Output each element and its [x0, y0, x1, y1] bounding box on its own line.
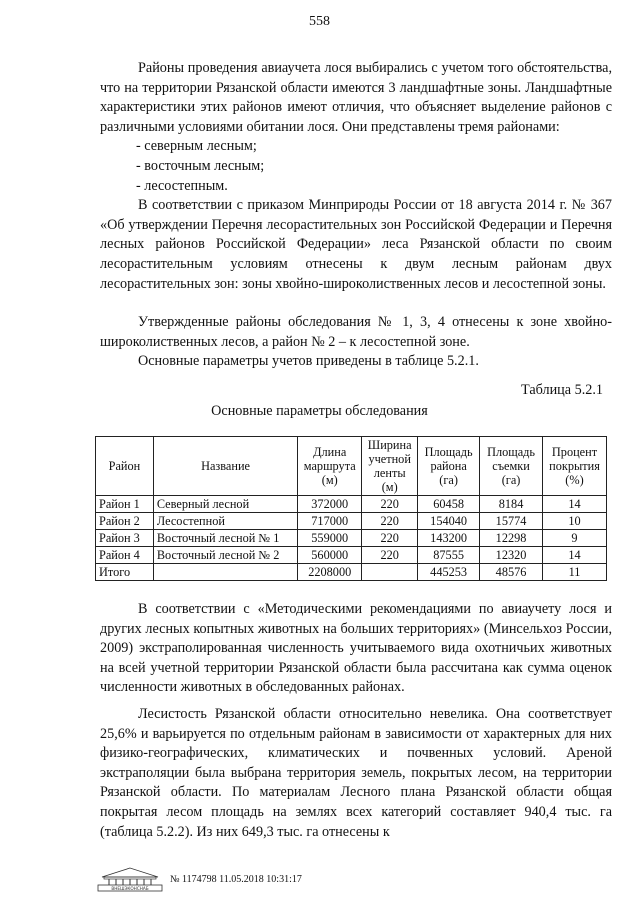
table-cell: 15774: [480, 513, 543, 530]
table-total-row: [96, 564, 607, 581]
table-cell: 220: [362, 513, 418, 530]
forest-cover-text: [100, 705, 612, 842]
header-cell: Ширина учетной ленты (м): [362, 437, 418, 496]
table-cell: 87555: [418, 547, 480, 564]
table-cell: 12298: [480, 530, 543, 547]
methodology-text: [100, 600, 612, 698]
header-cell: Район: [96, 437, 154, 496]
list-item: - северным лесным;: [136, 138, 257, 155]
document-footer: [96, 866, 302, 892]
paragraph-forest-cover: Лесистость Рязанской области относительно невелика. Она соответствует 25,6% и варьируется по отдельным районам в зависимости от характерных для них физико-географических, климатических и почвенных условий. Ареной экстраполяции была выбрана территория земель, покрытых лесом, на территории Рязанской области. По материалам Лесного плана Рязанской области общая покрытая лесом площадь на землях всех категорий составляет 940,4 тыс. га (таблица 5.2.2). Из них 649,3 тыс. га отнесены к: [100, 706, 612, 840]
paragraph-zones: Утвержденные районы обследования № 1, 3, 4 отнесены к зоне хвойно-широколиственных лесов, а район № 2 – к лесостепной зоне.: [100, 314, 612, 350]
header-cell: Площадь района (га): [418, 437, 480, 496]
document-id: № 1174798 11.05.2018 10:31:17: [170, 873, 302, 885]
paragraph-order: В соответствии с приказом Минприроды России от 18 августа 2014 г. № 367 «Об утверждении Перечня лесорастительных зон Российской Федерации и Перечня лесных районов Российской Федерации» леса Рязанской области по своим лесорастительным условиям отнесены к двум лесным районам двух лесорастительных зон: зоны хвойно-широколиственных лесов и лесостепной зоны.: [100, 197, 612, 292]
table-cell: 12320: [480, 547, 543, 564]
table-cell: Итого: [96, 564, 154, 581]
table-cell: 14: [543, 496, 607, 513]
list-item: - восточным лесным;: [136, 157, 265, 174]
table-cell: 445253: [418, 564, 480, 581]
table-cell: 220: [362, 530, 418, 547]
table-header-row: [96, 437, 607, 496]
table-cell: Восточный лесной № 2: [153, 547, 297, 564]
table-row: [96, 513, 607, 530]
table-row: [96, 547, 607, 564]
table-cell: 143200: [418, 530, 480, 547]
table-cell: 372000: [298, 496, 362, 513]
table-cell: 9: [543, 530, 607, 547]
table-cell: Восточный лесной № 1: [153, 530, 297, 547]
table-row: [96, 530, 607, 547]
table-cell: 11: [543, 564, 607, 581]
table-cell: 60458: [418, 496, 480, 513]
table-cell: 154040: [418, 513, 480, 530]
table-cell: 14: [543, 547, 607, 564]
table-cell: [362, 564, 418, 581]
header-cell: Название: [153, 437, 297, 496]
intro-text: [100, 59, 612, 294]
paragraph-regions: Районы проведения авиаучета лося выбирались с учетом того обстоятельства, что на территории Рязанской области имеются 3 ландшафтные зоны. Ландшафтные характеристики этих районов имеют отличия, что объясняет выделение районов с различными условиями обитании лося. Они представлены тремя районами:: [100, 60, 612, 135]
table-cell: Северный лесной: [153, 496, 297, 513]
paragraph-table-ref: Основные параметры учетов приведены в таблице 5.2.1.: [138, 353, 479, 370]
table-cell: 2208000: [298, 564, 362, 581]
header-cell: Процент покрытия (%): [543, 437, 607, 496]
table-cell: Район 1: [96, 496, 154, 513]
table-cell: Лесостепной: [153, 513, 297, 530]
parameters-table: [95, 436, 607, 581]
table-cell: Район 3: [96, 530, 154, 547]
table-caption: Основные параметры обследования: [211, 403, 428, 419]
table-cell: 48576: [480, 564, 543, 581]
intro-text-2: [100, 313, 612, 372]
table-number: Таблица 5.2.1: [521, 382, 603, 398]
table-cell: [153, 564, 297, 581]
header-cell: Площадь съемки (га): [480, 437, 543, 496]
table-cell: 220: [362, 496, 418, 513]
stamp-label: ВНЕШЭКОНСНАБ: [111, 886, 149, 891]
table-cell: 717000: [298, 513, 362, 530]
table-row: [96, 496, 607, 513]
table-cell: Район 4: [96, 547, 154, 564]
building-stamp-icon: [96, 866, 164, 892]
paragraph-methodology: В соответствии с «Методическими рекомендациями по авиаучету лося и других лесных копытных животных на больших территориях» (Минсельхоз России, 2009) экстраполированная численность учитываемого вида охотничьих животных на всей учетной территории Рязанской области была рассчитана как сумма оценок численности животных в обследованных районах.: [100, 601, 612, 696]
page-number: 558: [309, 14, 330, 29]
table-cell: 8184: [480, 496, 543, 513]
table-cell: 10: [543, 513, 607, 530]
table-cell: 560000: [298, 547, 362, 564]
table-cell: 559000: [298, 530, 362, 547]
table-cell: 220: [362, 547, 418, 564]
table-cell: Район 2: [96, 513, 154, 530]
header-cell: Длина маршрута (м): [298, 437, 362, 496]
list-item: - лесостепным.: [136, 177, 228, 194]
